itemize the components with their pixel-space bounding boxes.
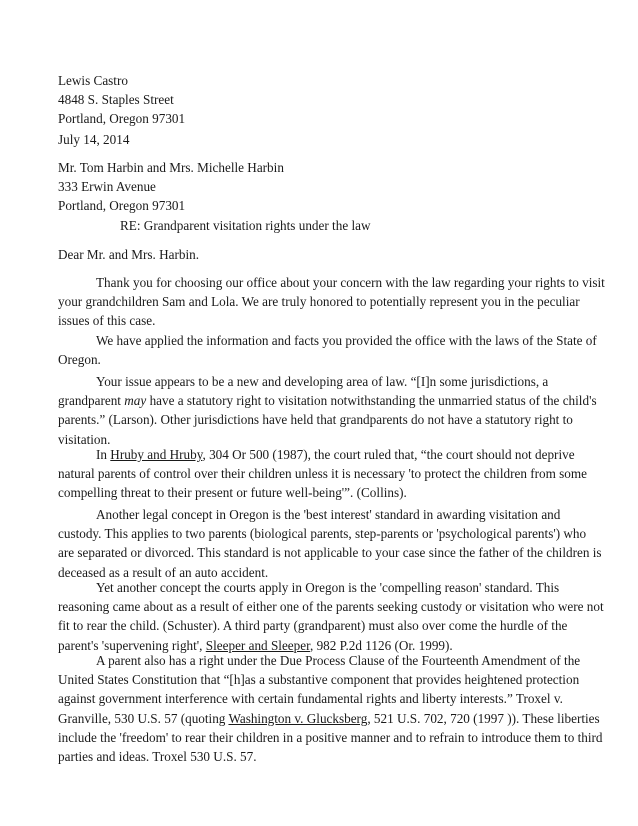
paragraph-line: In Hruby and Hruby, 304 Or 500 (1987), the court ruled that, “the court should not deprive	[96, 447, 575, 462]
recipient-city: Portland, Oregon 97301	[58, 198, 186, 214]
salutation	[58, 245, 586, 264]
paragraph-line: custody. This applies to two parents (biological parents, step-parents or 'psychological parents') who	[58, 526, 587, 542]
sender-address	[58, 71, 586, 129]
paragraph-line: against government interference with certain fundamental rights and liberty interests.” Troxel v.	[58, 691, 563, 707]
paragraph-line: parent's 'supervening right', Sleeper and Sleeper, 982 P.2d 1126 (Or. 1999).	[58, 637, 453, 653]
case-citation-glucksberg: Washington v. Glucksberg	[228, 710, 368, 726]
salutation-text: Dear Mr. and Mrs. Harbin.	[58, 247, 199, 262]
paragraph-4	[58, 445, 586, 503]
paragraph-line: compelling threat to their present or future well-being'”. (Collins).	[58, 485, 407, 501]
sender-name: Lewis Castro	[58, 73, 128, 88]
paragraph-line: visitation.	[58, 431, 111, 447]
paragraph-6	[58, 578, 604, 655]
paragraph-line: issues of this case.	[58, 313, 156, 329]
paragraph-line: include the 'freedom' to rear their children in a positive manner and to refrain to introduce them to third	[58, 729, 603, 745]
paragraph-1	[58, 273, 605, 331]
paragraph-line: A parent also has a right under the Due Process Clause of the Fourteenth Amendment of the	[96, 653, 581, 668]
paragraph-line: natural parents of control over their children unless it is necessary 'to protect the children from some	[58, 466, 587, 482]
paragraph-line: are separated or divorced. This standard is not applicable to your case since the father of the children is	[58, 545, 602, 561]
paragraph-line: reasoning came about as a result of either one of the parents seeking custody or visitation who were not	[58, 599, 604, 615]
paragraph-line: Yet another concept the courts apply in Oregon is the 'compelling reason' standard. This	[96, 580, 560, 595]
subject-text: RE: Grandparent visitation rights under the law	[120, 218, 371, 233]
paragraph-line: Oregon.	[58, 352, 101, 368]
case-citation-hruby: Hruby and Hruby	[110, 447, 203, 462]
emphasis-may: may	[124, 393, 147, 409]
paragraph-line: grandparent may have a statutory right to visitation notwithstanding the unmarried status of the child's	[58, 393, 597, 409]
paragraph-3	[58, 372, 597, 449]
letter-date	[58, 130, 586, 149]
paragraph-5	[58, 505, 602, 582]
recipient-address	[58, 158, 586, 216]
paragraph-line: parents.” (Larson). Other jurisdictions have held that grandparents do not have a statutory right to	[58, 412, 573, 428]
paragraph-line: parties and ideas. Troxel 530 U.S. 57.	[58, 749, 257, 765]
date-text: July 14, 2014	[58, 132, 130, 147]
case-citation-sleeper: Sleeper and Sleeper	[205, 637, 310, 653]
paragraph-2	[58, 331, 597, 369]
paragraph-line: Another legal concept in Oregon is the 'best interest' standard in awarding visitation and	[96, 507, 561, 522]
paragraph-line: United States Constitution that “[h]as a substantive component that provides heightened protection	[58, 672, 580, 688]
paragraph-line: Your issue appears to be a new and developing area of law. “[I]n some jurisdictions, a	[96, 374, 549, 389]
paragraph-line: Granville, 530 U.S. 57 (quoting Washington v. Glucksberg, 521 U.S. 702, 720 (1997 )). These liberties	[58, 710, 600, 726]
paragraph-line: fit to rear the child. (Schuster). A third party (grandparent) must also over come the hurdle of the	[58, 618, 568, 634]
recipient-name: Mr. Tom Harbin and Mrs. Michelle Harbin	[58, 160, 284, 175]
paragraph-line: Thank you for choosing our office about your concern with the law regarding your rights to visit	[96, 275, 605, 290]
subject-line	[58, 216, 586, 235]
paragraph-line: your grandchildren Sam and Lola. We are truly honored to potentially represent you in the peculiar	[58, 294, 580, 310]
sender-street: 4848 S. Staples Street	[58, 92, 174, 108]
paragraph-7	[58, 651, 603, 766]
recipient-street: 333 Erwin Avenue	[58, 179, 156, 195]
paragraph-line: deceased as a result of an auto accident.	[58, 564, 269, 580]
paragraph-line: We have applied the information and facts you provided the office with the laws of the State of	[96, 333, 597, 348]
sender-city: Portland, Oregon 97301	[58, 111, 186, 127]
